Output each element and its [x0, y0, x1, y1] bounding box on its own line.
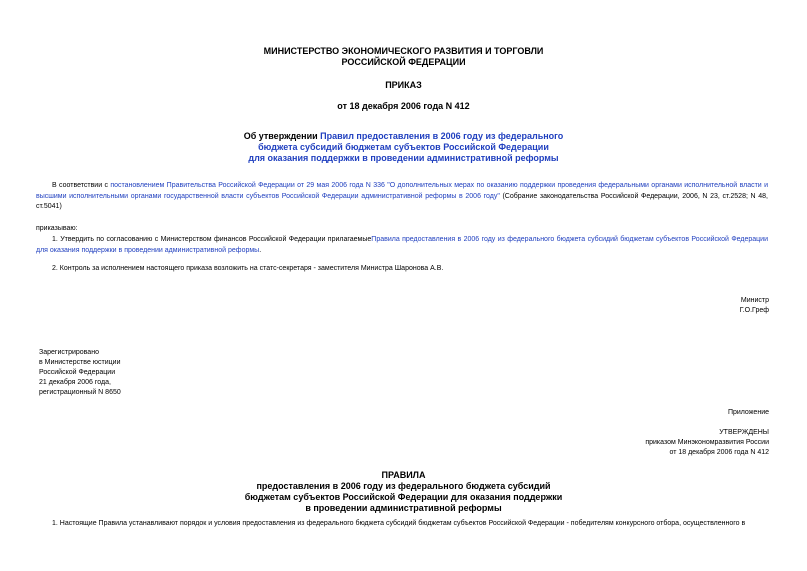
preamble-intro: В соответствии с — [52, 182, 111, 189]
doc-type: ПРИКАЗ — [385, 80, 422, 90]
signature-name: Г.О.Греф — [739, 307, 769, 314]
doc-subject — [0, 131, 807, 164]
rules-subtitle-1: предоставления в 2006 году из федерального бюджета субсидий — [256, 481, 551, 491]
signature-position: Министр — [740, 297, 769, 304]
rules-title: ПРАВИЛА — [381, 470, 426, 480]
registration-block — [39, 348, 121, 398]
approved-by-order: приказом Минэкономразвития России — [645, 439, 769, 446]
item-1-prefix: 1. Утвердить по согласованию с Министерством финансов Российской Федерации прилагаемые — [52, 236, 372, 243]
subject-link-line-3[interactable]: для оказания поддержки в проведении административной реформы — [248, 153, 559, 163]
rules-heading — [0, 470, 807, 514]
appendix-label: Приложение — [727, 409, 769, 416]
ministry-line-1: МИНИСТЕРСТВО ЭКОНОМИЧЕСКОГО РАЗВИТИЯ И ТОРГОВЛИ — [263, 46, 544, 56]
approved-order-date: от 18 декабря 2006 года N 412 — [669, 449, 769, 456]
ministry-line-2: РОССИЙСКОЙ ФЕДЕРАЦИИ — [341, 57, 466, 67]
decree-title-link[interactable]: "О дополнительных мерах по оказанию поддержки проведения федеральными органами исполнительной власти и высшими исполнительными органами государственной власти субъектов Российской Федерации административной реформы в 2006 году" — [36, 182, 768, 200]
rules-paragraph-1: 1. Настоящие Правила устанавливают порядок и условия предоставления из федерального бюджета субсидий бюджетам субъектов Российской Федерации - победителям конкурсного отбора, осуществленного в — [52, 520, 746, 527]
subject-link-line-1[interactable]: Правил предоставления в 2006 году из федерального — [320, 131, 564, 141]
registration-line-5: регистрационный N 8650 — [39, 389, 121, 396]
item-2-paragraph: 2. Контроль за исполнением настоящего приказа возложить на статс-секретаря - заместителя Министра Шаронова А.В. — [52, 265, 444, 272]
rules-link[interactable]: Правила предоставления в 2006 году из федерального бюджета субсидий бюджетам субъектов Российской Федерации для оказания поддержки в проведении административной реформы — [36, 236, 768, 254]
subject-prefix: Об утверждении — [243, 131, 321, 141]
ministry-title — [0, 46, 807, 68]
approval-block — [645, 428, 769, 458]
item-1-end: . — [259, 246, 262, 254]
approved-word: УТВЕРЖДЕНЫ — [719, 429, 769, 436]
registration-line-2: в Министерстве юстиции — [39, 359, 121, 366]
item-1-paragraph — [36, 235, 768, 256]
order-word: приказываю: — [36, 225, 78, 232]
registration-line-3: Российской Федерации — [39, 369, 116, 376]
preamble-tail: (Собрание законодательства Российской Федерации, 2006, N 23, ст.2528; N 48, ст.5041) — [36, 192, 768, 210]
rules-subtitle-2: бюджетам субъектов Российской Федерации для оказания поддержки — [244, 492, 563, 502]
registration-line-4: 21 декабря 2006 года, — [39, 379, 111, 386]
subject-link-line-2[interactable]: бюджета субсидий бюджетам субъектов Российской Федерации — [258, 142, 549, 152]
signature-block — [740, 296, 769, 316]
government-decree-link[interactable]: постановлением Правительства Российской Федерации от 29 мая 2006 года N 336 — [110, 182, 385, 189]
registration-line-1: Зарегистрировано — [39, 349, 99, 356]
doc-date: от 18 декабря 2006 года N 412 — [337, 101, 470, 111]
rules-subtitle-3: в проведении административной реформы — [305, 503, 502, 513]
preamble-paragraph — [36, 181, 768, 213]
